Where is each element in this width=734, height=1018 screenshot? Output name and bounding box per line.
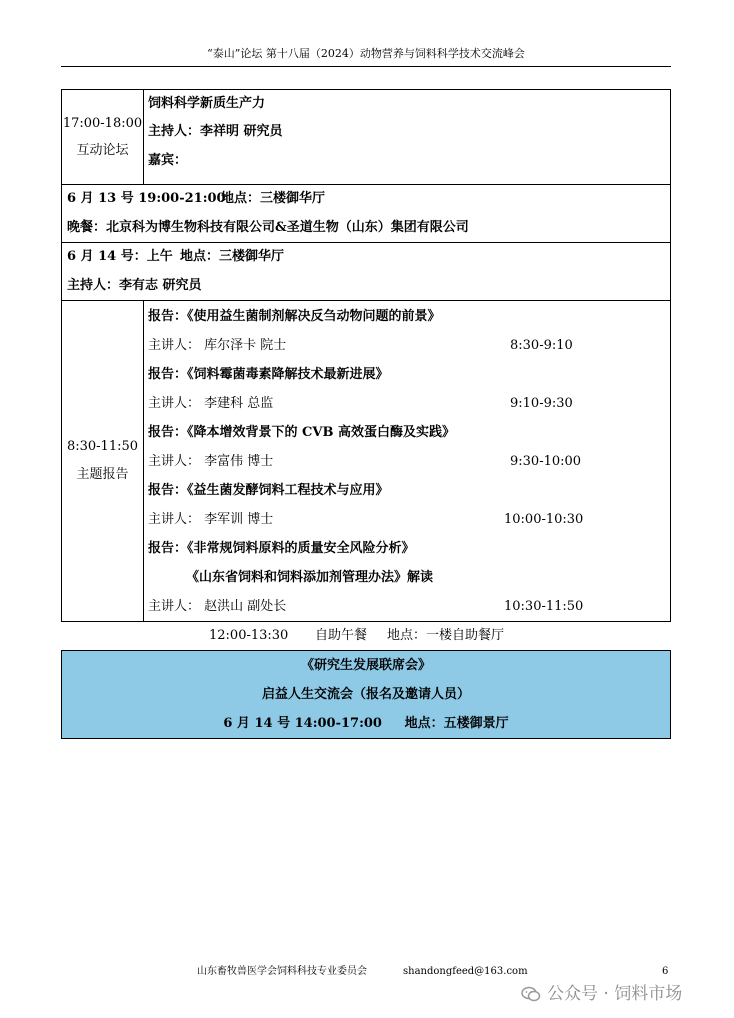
report-title: 报告：《益生菌发酵饲料工程技术与应用》 [148,483,389,498]
highlight-line1: 《研究生发展联席会》 [300,658,431,673]
watermark-text: 公众号 · 饲料市场 [547,984,683,1004]
highlight-line2: 启益人生交流会（报名及邀请人员） [261,687,470,702]
report-title-2: 《山东省饲料和饲料添加剂管理办法》解读 [186,570,434,585]
report-time: 10:30-11:50 [504,599,584,614]
report-title: 报告：《非常规饲料原料的质量安全风险分析》 [148,541,415,556]
report-speaker: 主讲人： 李军训 博士 [148,512,274,527]
forum-time: 17:00-18:00 [62,116,143,131]
morning-host: 主持人：李有志 研究员 [67,278,202,293]
report-speaker: 主讲人： 李建科 总监 [148,396,274,411]
wechat-icon [521,986,541,1002]
dinner-sponsor: 晚餐：北京科为博生物科技有限公司&圣道生物（山东）集团有限公司 [67,220,469,235]
footer-org: 山东畜牧兽医学会饲料科技专业委员会 [197,966,367,977]
highlight-datetime: 6 月 14 号 14:00-17:00 [223,716,382,731]
forum-host: 主持人：李祥明 研究员 [148,124,283,139]
highlight-block [61,650,671,739]
lunch-location: 地点：一楼自助餐厅 [387,628,505,643]
morning-type: 主题报告 [76,467,129,482]
footer-email: shandongfeed@163.com [403,966,528,977]
report-speaker: 主讲人： 赵洪山 副处长 [148,599,287,614]
report-time: 9:30-10:00 [510,454,582,469]
header-rule [61,66,671,67]
morning-date: 6 月 14 号：上午 [67,249,173,264]
row-divider [61,621,671,622]
report-title: 报告：《使用益生菌制剂解决反刍动物问题的前景》 [148,309,441,324]
forum-type: 互动论坛 [76,143,129,158]
report-time: 8:30-9:10 [510,338,573,353]
watermark [521,979,682,1004]
highlight-location: 地点：五楼御景厅 [404,716,509,731]
row-divider [61,242,671,243]
highlight-datetime-row [62,716,670,732]
report-speaker: 主讲人： 库尔泽卡 院士 [148,338,287,353]
dinner-datetime: 6 月 13 号 19:00-21:00 [67,191,226,206]
header-title: “泰山”论坛 第十八届（2024）动物营养与饲料科学技术交流峰会 [207,47,525,60]
report-time: 10:00-10:30 [504,512,584,527]
row-divider [61,300,671,301]
morning-time: 8:30-11:50 [66,439,139,454]
forum-guests: 嘉宾： [148,153,188,168]
report-time: 9:10-9:30 [510,396,573,411]
report-title: 报告：《降本增效背景下的 CVB 高效蛋白酶及实践》 [148,425,455,440]
column-divider [143,89,144,185]
report-title: 报告：《饲料霉菌毒素降解技术最新进展》 [148,367,389,382]
forum-topic: 饲料科学新质生产力 [148,96,266,111]
morning-location: 地点：三楼御华厅 [180,249,285,264]
column-divider [143,300,144,622]
lunch-label: 自助午餐 [315,628,368,643]
lunch-time: 12:00-13:30 [209,628,289,643]
dinner-location: 地点：三楼御华厅 [221,191,326,206]
page-number: 6 [662,966,669,977]
report-speaker: 主讲人： 李富伟 博士 [148,454,274,469]
row-divider [61,184,671,185]
